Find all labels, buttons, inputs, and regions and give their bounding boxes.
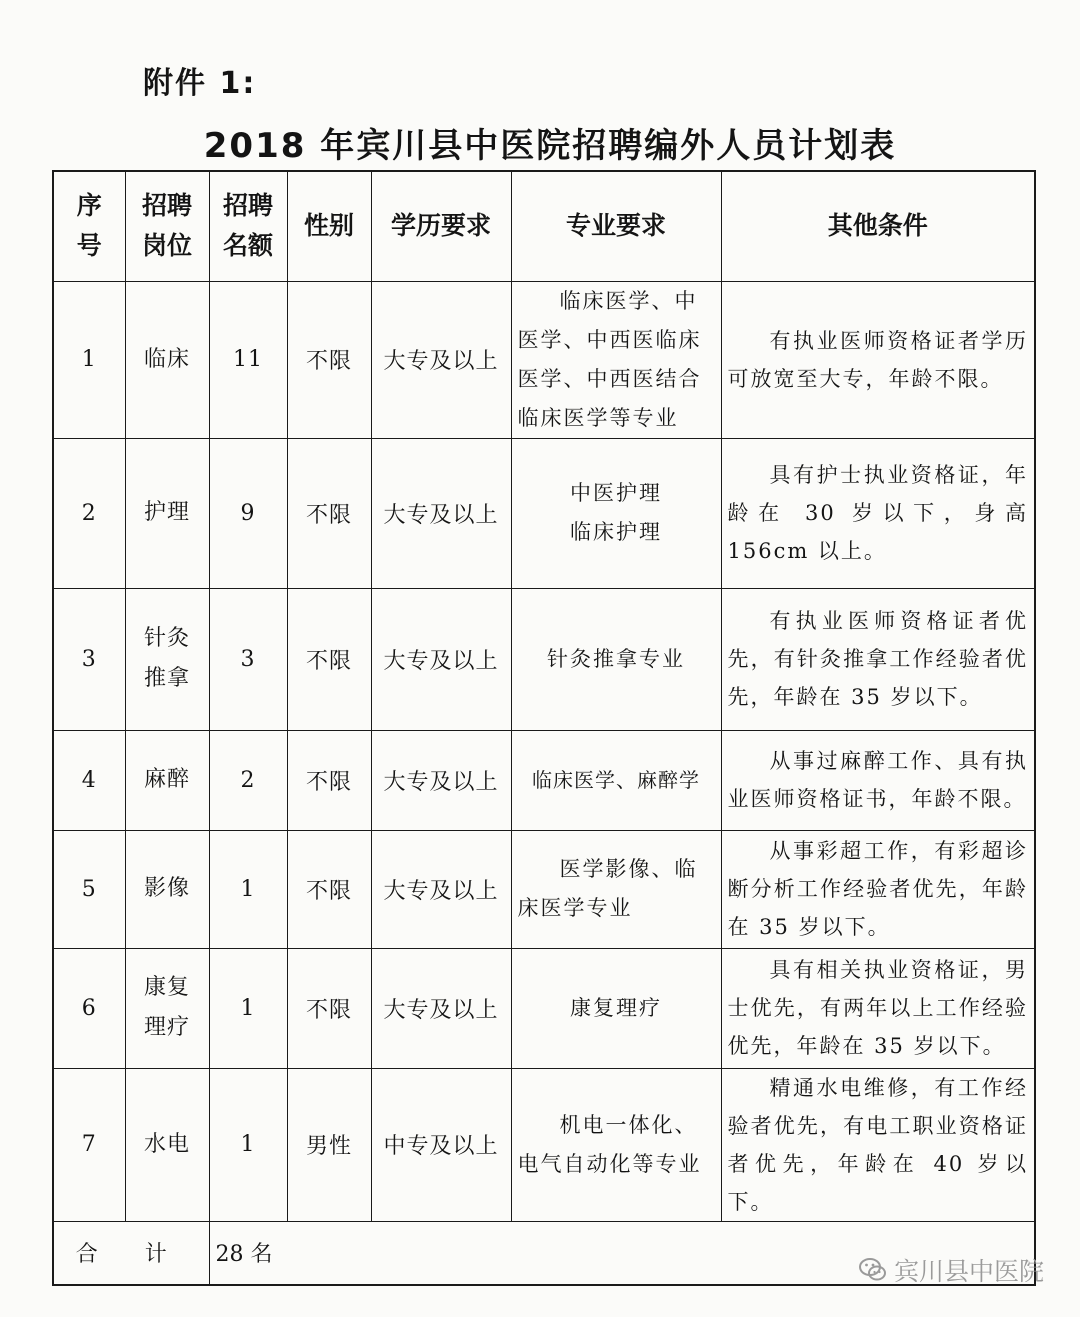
cell-position: 水电 <box>125 1068 209 1221</box>
cell-major: 医学影像、临床医学专业 <box>511 830 721 948</box>
header-major: 专业要求 <box>511 171 721 281</box>
cell-major: 临床医学、中医学、中西医临床医学、中西医结合临床医学等专业 <box>511 281 721 438</box>
cell-major: 机电一体化、电气自动化等专业 <box>511 1068 721 1221</box>
cell-major: 中医护理 临床护理 <box>511 438 721 588</box>
cell-seq: 4 <box>53 730 125 830</box>
cell-quota: 3 <box>209 588 287 730</box>
table-row <box>53 281 1035 438</box>
cell-seq: 2 <box>53 438 125 588</box>
watermark-text: 宾川县中医院 <box>893 1257 1044 1286</box>
table-row <box>53 1068 1035 1221</box>
cell-education: 中专及以上 <box>371 1068 511 1221</box>
cell-major: 针灸推拿专业 <box>511 588 721 730</box>
attachment-label: 附件 1: <box>143 66 257 101</box>
table-row <box>53 830 1035 948</box>
cell-quota: 9 <box>209 438 287 588</box>
cell-gender: 不限 <box>287 588 371 730</box>
cell-position: 康复 理疗 <box>125 948 209 1068</box>
header-position: 招聘岗位 <box>125 171 209 281</box>
cell-education: 大专及以上 <box>371 830 511 948</box>
cell-quota: 2 <box>209 730 287 830</box>
cell-other: 有执业医师资格证者学历可放宽至大专，年龄不限。 <box>721 281 1035 438</box>
cell-education: 大专及以上 <box>371 948 511 1068</box>
table-row <box>53 948 1035 1068</box>
cell-gender: 不限 <box>287 438 371 588</box>
cell-quota: 1 <box>209 1068 287 1221</box>
table-row <box>53 438 1035 588</box>
header-seq: 序号 <box>53 171 125 281</box>
wechat-icon <box>858 1255 888 1285</box>
cell-gender: 男性 <box>287 1068 371 1221</box>
cell-position: 麻醉 <box>125 730 209 830</box>
total-value: 28 名 <box>209 1221 1035 1285</box>
cell-seq: 5 <box>53 830 125 948</box>
cell-other: 具有相关执业资格证，男士优先，有两年以上工作经验优先，年龄在 35 岁以下。 <box>721 948 1035 1068</box>
cell-quota: 11 <box>209 281 287 438</box>
cell-other: 从事彩超工作，有彩超诊断分析工作经验者优先，年龄在 35 岁以下。 <box>721 830 1035 948</box>
cell-position: 护理 <box>125 438 209 588</box>
wechat-watermark <box>858 1252 1044 1288</box>
cell-education: 大专及以上 <box>371 438 511 588</box>
cell-other: 具有护士执业资格证，年龄在 30 岁以下，身高 156cm 以上。 <box>721 438 1035 588</box>
cell-seq: 1 <box>53 281 125 438</box>
cell-gender: 不限 <box>287 830 371 948</box>
table-header-row <box>53 171 1035 281</box>
header-gender: 性别 <box>287 171 371 281</box>
cell-gender: 不限 <box>287 281 371 438</box>
table-row <box>53 730 1035 830</box>
cell-seq: 7 <box>53 1068 125 1221</box>
cell-position: 针灸 推拿 <box>125 588 209 730</box>
table-row <box>53 588 1035 730</box>
total-label: 合 计 <box>53 1221 209 1285</box>
cell-other: 精通水电维修，有工作经验者优先，有电工职业资格证者优先，年龄在 40 岁以下。 <box>721 1068 1035 1221</box>
cell-education: 大专及以上 <box>371 281 511 438</box>
cell-other: 有执业医师资格证者优先，有针灸推拿工作经验者优先，年龄在 35 岁以下。 <box>721 588 1035 730</box>
cell-education: 大专及以上 <box>371 588 511 730</box>
cell-quota: 1 <box>209 948 287 1068</box>
cell-seq: 3 <box>53 588 125 730</box>
cell-seq: 6 <box>53 948 125 1068</box>
cell-gender: 不限 <box>287 948 371 1068</box>
cell-position: 临床 <box>125 281 209 438</box>
header-quota: 招聘名额 <box>209 171 287 281</box>
cell-position: 影像 <box>125 830 209 948</box>
cell-major: 临床医学、麻醉学 <box>511 730 721 830</box>
cell-other: 从事过麻醉工作、具有执业医师资格证书，年龄不限。 <box>721 730 1035 830</box>
cell-quota: 1 <box>209 830 287 948</box>
recruitment-plan-table <box>52 170 1036 1286</box>
header-other: 其他条件 <box>721 171 1035 281</box>
cell-education: 大专及以上 <box>371 730 511 830</box>
header-education: 学历要求 <box>371 171 511 281</box>
cell-major: 康复理疗 <box>511 948 721 1068</box>
cell-gender: 不限 <box>287 730 371 830</box>
document-title: 2018 年宾川县中医院招聘编外人员计划表 <box>203 126 897 166</box>
